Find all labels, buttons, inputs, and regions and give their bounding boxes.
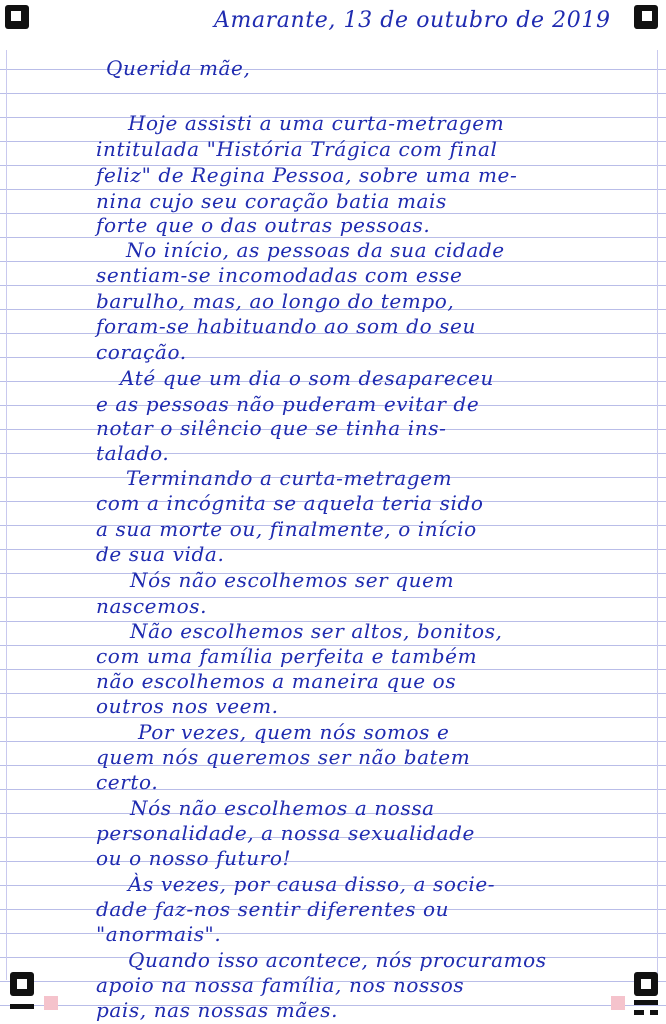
letter-line: personalidade, a nossa sexualidade: [96, 821, 475, 845]
letter-line: "anormais".: [96, 922, 222, 946]
letter-line: dade faz-nos sentir diferentes ou: [96, 897, 450, 921]
corner-marker-bottom-right-icon: [634, 972, 658, 996]
pink-square-left: [44, 996, 58, 1010]
letter-line: outros nos veem.: [96, 694, 279, 718]
letter-line: intitulada "História Trágica com final: [96, 137, 498, 161]
letter-line: ou o nosso futuro!: [96, 846, 292, 870]
letter-line: Não escolhemos ser altos, bonitos,: [130, 619, 503, 643]
pink-square-right: [611, 996, 625, 1010]
letter-line: talado.: [96, 441, 170, 465]
letter-line: Às vezes, por causa disso, a socie-: [128, 872, 496, 896]
letter-line: não escolhemos a maneira que os: [96, 669, 457, 693]
letter-line: certo.: [96, 770, 159, 794]
letter-line: notar o silêncio que se tinha ins-: [96, 416, 447, 440]
letter-line: foram-se habituando ao som do seu: [96, 314, 476, 338]
letter-line: nina cujo seu coração batia mais: [96, 189, 447, 213]
letter-line: apoio na nossa família, nos nossos: [96, 973, 465, 997]
letter-line: quem nós queremos ser não batem: [96, 745, 471, 769]
left-margin-line: [6, 50, 7, 980]
letter-line: forte que o das outras pessoas.: [96, 213, 431, 237]
letter-line: a sua morte ou, finalmente, o início: [96, 517, 477, 541]
corner-marker-top-right-icon: [634, 5, 658, 29]
letter-line: de sua vida.: [96, 542, 225, 566]
letter-line: com uma família perfeita e também: [96, 644, 478, 668]
letter-line: coração.: [96, 340, 187, 364]
letter-greeting: Querida mãe,: [106, 56, 251, 80]
letter-line: Quando isso acontece, nós procuramos: [128, 948, 547, 972]
right-margin-line: [657, 50, 658, 980]
letter-line: Por vezes, quem nós somos e: [138, 720, 450, 744]
letter-line: No início, as pessoas da sua cidade: [126, 238, 505, 262]
letter-line: sentiam-se incomodadas com esse: [96, 263, 463, 287]
letter-line: Até que um dia o som desapareceu: [120, 366, 494, 390]
letter-line: pais, nas nossas mães.: [96, 998, 339, 1022]
letter-line: e as pessoas não puderam evitar de: [96, 392, 480, 416]
letter-line: Nós não escolhemos ser quem: [130, 568, 455, 592]
letter-line: Hoje assisti a uma curta-metragem: [128, 111, 505, 135]
letter-line: Nós não escolhemos a nossa: [130, 796, 435, 820]
scan-mark-bar-right-small: [634, 1010, 644, 1015]
letter-line: com a incógnita se aquela teria sido: [96, 491, 484, 515]
letter-line: nascemos.: [96, 594, 208, 618]
scan-mark-bar-left: [10, 1004, 34, 1009]
letter-line: barulho, mas, ao longo do tempo,: [96, 289, 455, 313]
letter-line: feliz" de Regina Pessoa, sobre uma me-: [96, 163, 518, 187]
letter-line: Terminando a curta-metragem: [126, 466, 453, 490]
scan-mark-bar-right-small: [650, 1010, 658, 1015]
header-place-date: Amarante, 13 de outubro de 2019: [214, 8, 611, 33]
corner-marker-top-left-icon: [5, 5, 29, 29]
scan-mark-bar-right: [634, 1000, 658, 1005]
corner-marker-bottom-left-icon: [10, 972, 34, 996]
